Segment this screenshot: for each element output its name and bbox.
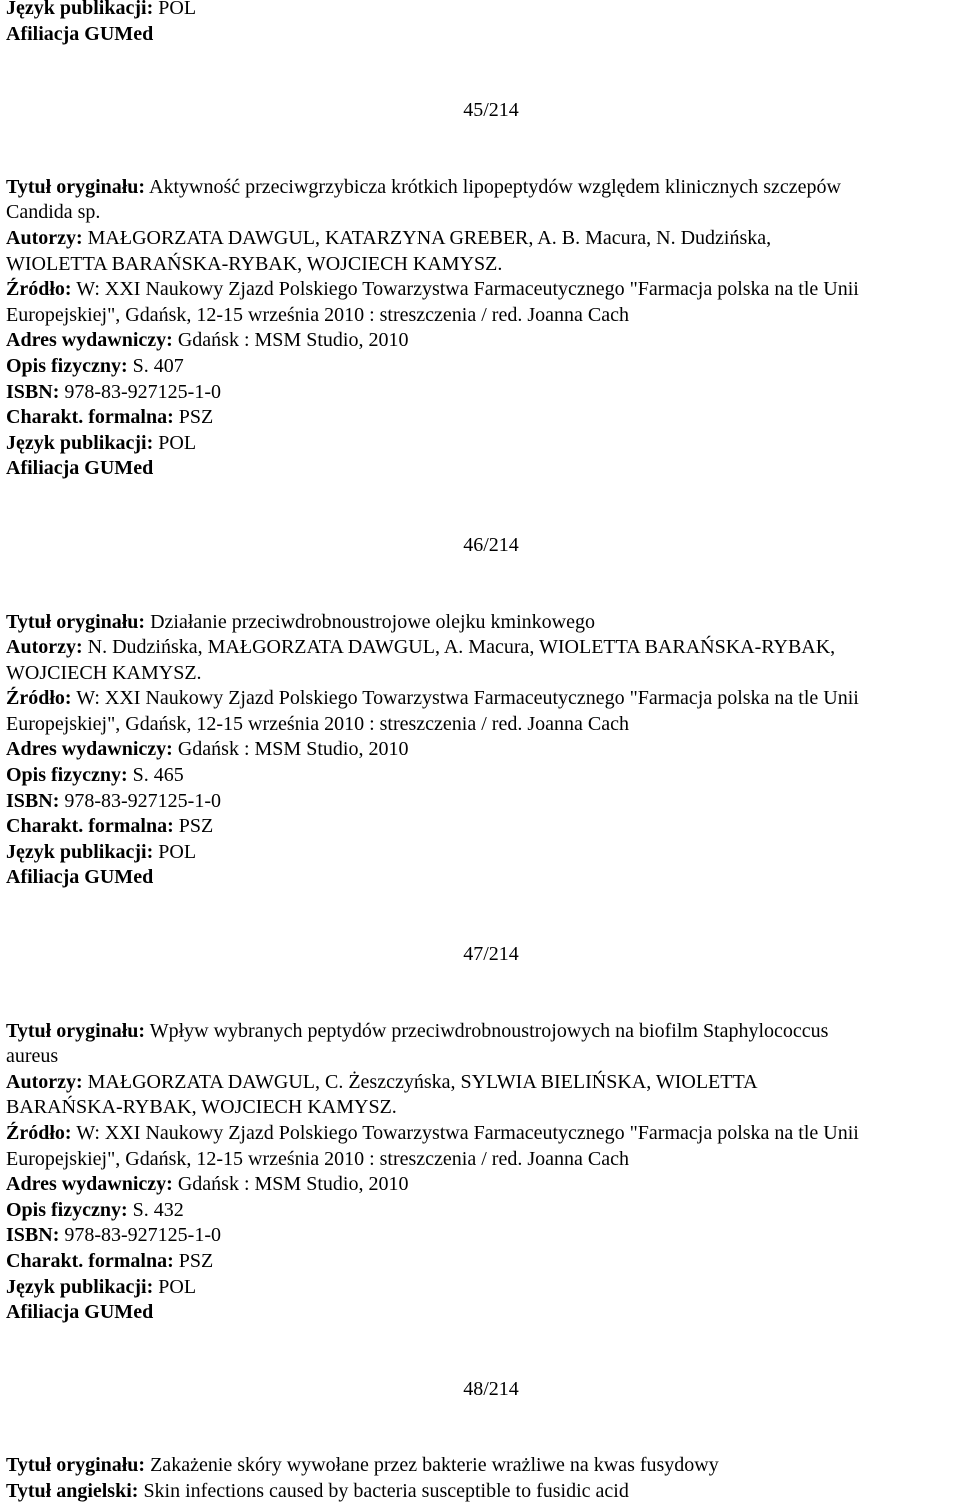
value-language: POL bbox=[158, 840, 197, 863]
record-number-45: 45/214 bbox=[463, 99, 519, 122]
value-publisher: Gdańsk : MSM Studio, 2010 bbox=[177, 329, 409, 352]
label-source: Źródło: bbox=[6, 1122, 72, 1144]
record-46-form bbox=[6, 814, 956, 840]
label-physical: Opis fizyczny: bbox=[6, 764, 128, 787]
value-source: W: XXI Naukowy Zjazd Polskiego Towarzystwa Farmaceutycznego "Farmacja polska na tle Unii bbox=[76, 278, 859, 301]
record-47-affiliation: Afiliacja GUMed bbox=[6, 1301, 154, 1324]
value-title: Aktywność przeciwgrzybicza krótkich lipopeptydów względem klinicznych szczepów bbox=[149, 175, 841, 198]
record-46-isbn bbox=[6, 789, 956, 815]
record-46-authors-cont: WOJCIECH KAMYSZ. bbox=[6, 661, 202, 684]
value-language: POL bbox=[158, 0, 197, 19]
record-47-physical bbox=[6, 1198, 956, 1224]
value-authors: MAŁGORZATA DAWGUL, C. Żeszczyńska, SYLWIA BIELIŃSKA, WIOLETTA bbox=[87, 1070, 758, 1093]
record-number-47: 47/214 bbox=[463, 943, 519, 966]
value-form: PSZ bbox=[178, 406, 214, 429]
record-46-title bbox=[6, 610, 956, 636]
value-source: W: XXI Naukowy Zjazd Polskiego Towarzystwa Farmaceutycznego "Farmacja polska na tle Unii bbox=[76, 687, 859, 710]
label-language: Język publikacji: bbox=[6, 431, 154, 454]
value-form: PSZ bbox=[178, 815, 214, 838]
value-form: PSZ bbox=[178, 1249, 214, 1272]
value-source: W: XXI Naukowy Zjazd Polskiego Towarzystwa Farmaceutycznego "Farmacja polska na tle Unii bbox=[76, 1122, 859, 1144]
record-46-affiliation: Afiliacja GUMed bbox=[6, 866, 154, 889]
value-physical: S. 465 bbox=[132, 764, 184, 787]
label-title: Tytuł oryginału: bbox=[6, 1454, 146, 1477]
label-form: Charakt. formalna: bbox=[6, 1249, 174, 1272]
value-isbn: 978-83-927125-1-0 bbox=[64, 380, 221, 403]
record-46-authors bbox=[6, 635, 956, 661]
record-47-language bbox=[6, 1275, 956, 1301]
record-44-affiliation: Afiliacja GUMed bbox=[6, 22, 154, 45]
record-45-physical bbox=[6, 354, 956, 380]
label-publisher: Adres wydawniczy: bbox=[6, 1173, 173, 1196]
value-title: Działanie przeciwdrobnoustrojowe olejku kminkowego bbox=[150, 610, 595, 633]
value-physical: S. 407 bbox=[132, 354, 184, 377]
record-48-title bbox=[6, 1453, 956, 1479]
value-title-en: Skin infections caused by bacteria susceptible to fusidic acid bbox=[143, 1479, 629, 1502]
record-45-title bbox=[6, 175, 956, 201]
label-title: Tytuł oryginału: bbox=[6, 175, 146, 198]
record-45-title-cont: Candida sp. bbox=[6, 201, 101, 224]
label-publisher: Adres wydawniczy: bbox=[6, 329, 173, 352]
label-isbn: ISBN: bbox=[6, 1224, 60, 1247]
record-46-publisher bbox=[6, 737, 956, 763]
value-publisher: Gdańsk : MSM Studio, 2010 bbox=[177, 738, 409, 761]
value-title: Wpływ wybranych peptydów przeciwdrobnoustrojowych na biofilm Staphylococcus bbox=[149, 1019, 829, 1042]
record-46-source bbox=[6, 686, 956, 712]
record-45-form bbox=[6, 405, 956, 431]
label-title-en: Tytuł angielski: bbox=[6, 1479, 139, 1502]
record-47-title bbox=[6, 1019, 956, 1045]
record-47-publisher bbox=[6, 1172, 956, 1198]
record-47-authors bbox=[6, 1070, 956, 1096]
record-number-48: 48/214 bbox=[463, 1377, 519, 1400]
record-45 bbox=[6, 175, 956, 482]
value-authors: N. Dudzińska, MAŁGORZATA DAWGUL, A. Macura, WIOLETTA BARAŃSKA-RYBAK, bbox=[87, 636, 836, 659]
value-isbn: 978-83-927125-1-0 bbox=[64, 789, 221, 812]
value-publisher: Gdańsk : MSM Studio, 2010 bbox=[177, 1173, 409, 1196]
label-authors: Autorzy: bbox=[6, 226, 83, 249]
label-title: Tytuł oryginału: bbox=[6, 1019, 146, 1042]
label-publisher: Adres wydawniczy: bbox=[6, 738, 173, 761]
label-language: Język publikacji: bbox=[6, 0, 154, 19]
label-isbn: ISBN: bbox=[6, 380, 60, 403]
value-physical: S. 432 bbox=[132, 1198, 184, 1221]
record-45-publisher bbox=[6, 328, 956, 354]
record-47-isbn bbox=[6, 1223, 956, 1249]
label-form: Charakt. formalna: bbox=[6, 406, 174, 429]
value-isbn: 978-83-927125-1-0 bbox=[64, 1224, 221, 1247]
record-47 bbox=[6, 1019, 956, 1326]
record-47-form bbox=[6, 1249, 956, 1275]
record-46 bbox=[6, 610, 956, 892]
record-46-language bbox=[6, 840, 956, 866]
label-language: Język publikacji: bbox=[6, 840, 154, 863]
label-authors: Autorzy: bbox=[6, 636, 83, 659]
label-isbn: ISBN: bbox=[6, 789, 60, 812]
value-language: POL bbox=[158, 1275, 197, 1298]
label-form: Charakt. formalna: bbox=[6, 815, 174, 838]
record-45-isbn bbox=[6, 380, 956, 406]
label-source: Źródło: bbox=[6, 278, 72, 301]
label-physical: Opis fizyczny: bbox=[6, 1198, 128, 1221]
value-language: POL bbox=[158, 431, 197, 454]
record-45-source-cont: Europejskiej", Gdańsk, 12-15 września 2010 : streszczenia / red. Joanna Cach bbox=[6, 303, 629, 326]
label-language: Język publikacji: bbox=[6, 1275, 154, 1298]
record-47-title-cont: aureus bbox=[6, 1045, 59, 1068]
label-authors: Autorzy: bbox=[6, 1070, 83, 1093]
label-source: Źródło: bbox=[6, 687, 72, 710]
value-title: Zakażenie skóry wywołane przez bakterie wrażliwe na kwas fusydowy bbox=[150, 1454, 719, 1477]
record-48 bbox=[6, 1453, 956, 1504]
record-47-authors-cont: BARAŃSKA-RYBAK, WOJCIECH KAMYSZ. bbox=[6, 1096, 397, 1119]
document-page bbox=[6, 0, 956, 1505]
record-47-source bbox=[6, 1121, 956, 1147]
record-47-source-cont: Europejskiej", Gdańsk, 12-15 września 2010 : streszczenia / red. Joanna Cach bbox=[6, 1147, 629, 1170]
record-46-physical bbox=[6, 763, 956, 789]
record-46-source-cont: Europejskiej", Gdańsk, 12-15 września 2010 : streszczenia / red. Joanna Cach bbox=[6, 712, 629, 735]
label-title: Tytuł oryginału: bbox=[6, 610, 146, 633]
record-48-title-en bbox=[6, 1479, 956, 1505]
record-45-source bbox=[6, 277, 956, 303]
record-45-language bbox=[6, 431, 956, 457]
record-45-authors bbox=[6, 226, 956, 252]
label-physical: Opis fizyczny: bbox=[6, 354, 128, 377]
record-44-language bbox=[6, 0, 956, 22]
value-authors: MAŁGORZATA DAWGUL, KATARZYNA GREBER, A. B. Macura, N. Dudzińska, bbox=[87, 226, 772, 249]
record-45-authors-cont: WIOLETTA BARAŃSKA-RYBAK, WOJCIECH KAMYSZ. bbox=[6, 252, 503, 275]
record-number-46: 46/214 bbox=[463, 533, 519, 556]
record-45-affiliation: Afiliacja GUMed bbox=[6, 457, 154, 480]
